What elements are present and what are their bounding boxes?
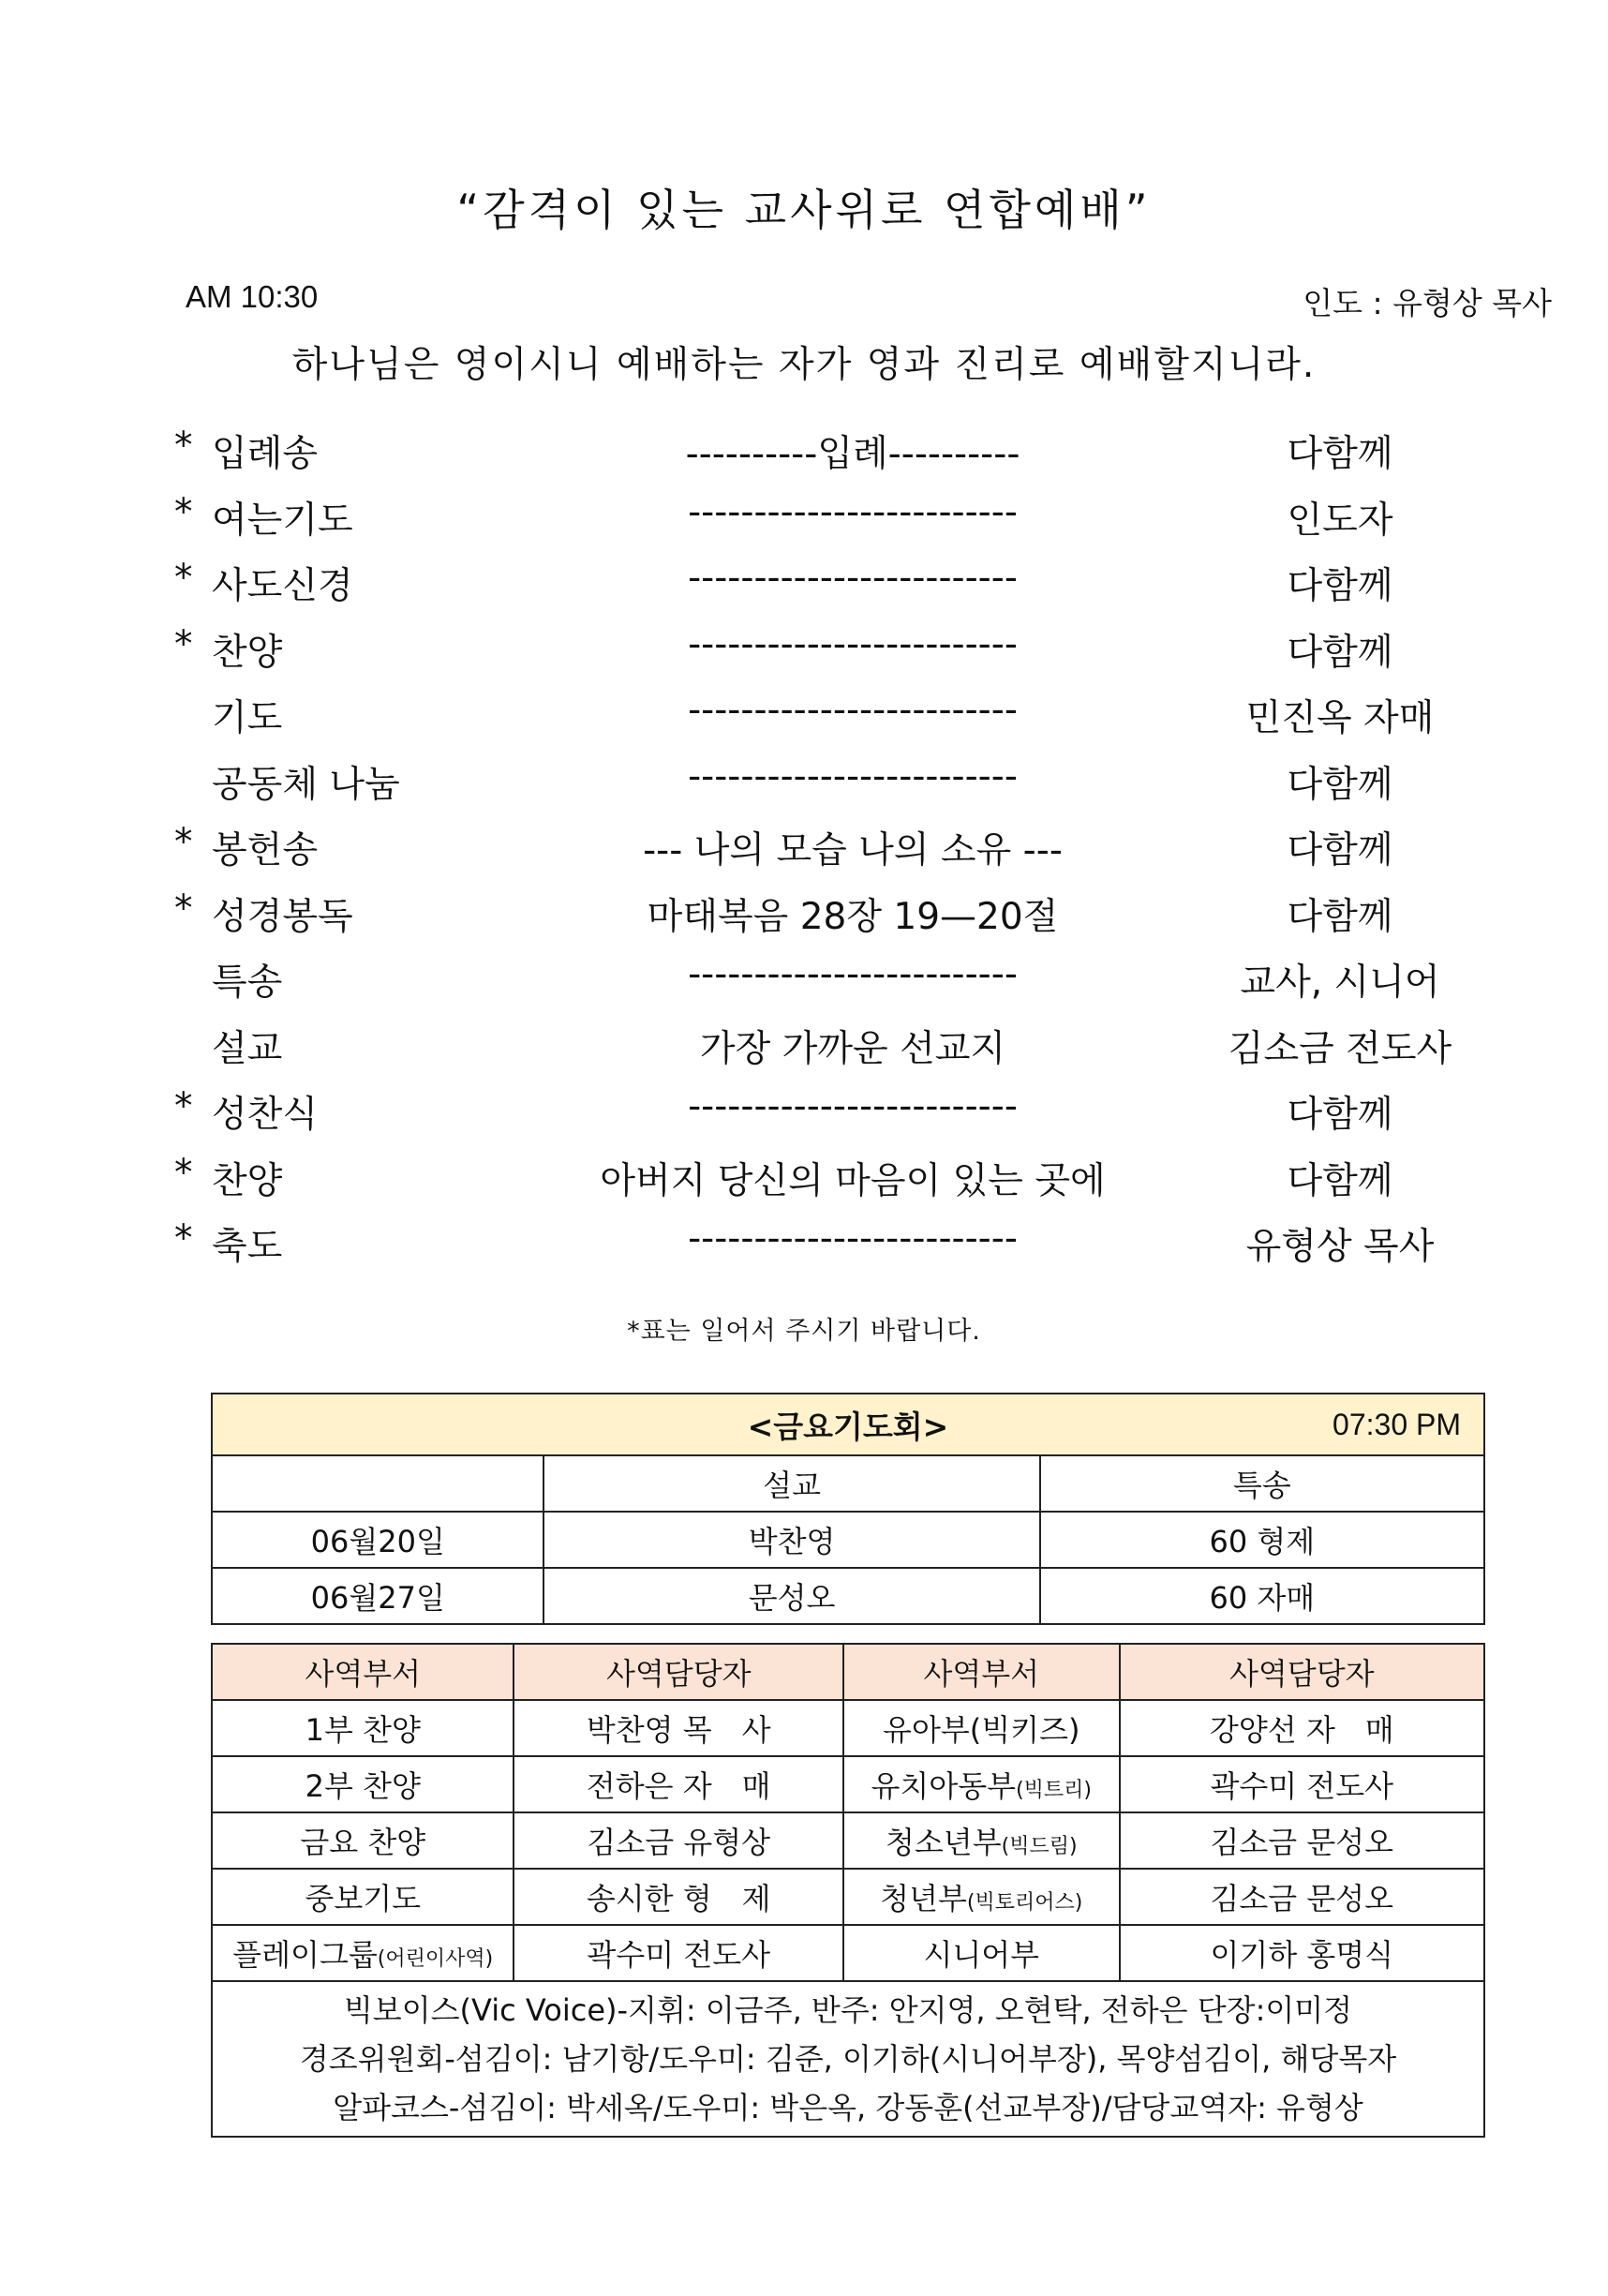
sermon-cell: 박찬영 bbox=[543, 1512, 1039, 1568]
table-row bbox=[212, 1512, 1484, 1568]
table-header-cell: 사역담당자 bbox=[1120, 1644, 1484, 1700]
table-row bbox=[212, 1756, 1484, 1812]
lead-cell: 김소금 유형상 bbox=[514, 1812, 843, 1869]
order-row bbox=[0, 748, 1608, 814]
note-line: 경조위원회-섬김이: 남기항/도우미: 김준, 이기하(시니어부장), 목양섬김이, 해당목자 bbox=[299, 2041, 1397, 2077]
order-detail: ------------------------- bbox=[688, 490, 1018, 533]
note-line: 알파코스-섬김이: 박세옥/도우미: 박은옥, 강동훈(선교부장)/담당교역자: 유형상 bbox=[333, 2090, 1363, 2125]
order-item: 사도신경 bbox=[212, 565, 353, 607]
service-leader: 인도 : 유형상 목사 bbox=[1303, 285, 1552, 321]
order-row bbox=[0, 1144, 1608, 1211]
date-cell: 06월27일 bbox=[212, 1568, 543, 1624]
dept-name: 유아부(빅키즈) bbox=[883, 1712, 1080, 1748]
order-of-worship bbox=[0, 417, 1608, 1276]
standing-mark: * bbox=[174, 622, 193, 665]
standing-note: *표는 일어서 주시기 바랍니다. bbox=[627, 1317, 981, 1346]
dept-cell bbox=[843, 1812, 1120, 1869]
order-detail: --- 나의 모습 나의 소유 --- bbox=[643, 829, 1063, 872]
lead-cell: 전하은 자 매 bbox=[514, 1756, 843, 1812]
lead-cell: 송시한 형 제 bbox=[514, 1869, 843, 1925]
friday-prayer-title: <금요기도회> bbox=[747, 1408, 949, 1445]
order-person: 다함께 bbox=[1287, 895, 1393, 938]
order-row bbox=[0, 946, 1608, 1012]
table-header-cell: 특송 bbox=[1040, 1455, 1484, 1512]
table-header-cell: 사역부서 bbox=[843, 1644, 1120, 1700]
order-row bbox=[0, 880, 1608, 947]
order-row bbox=[0, 417, 1608, 484]
special-song-cell: 60 자매 bbox=[1040, 1568, 1484, 1624]
dept-name: 1부 찬양 bbox=[305, 1712, 421, 1748]
lead-cell: 곽수미 전도사 bbox=[514, 1925, 843, 1981]
order-person: 민진옥 자매 bbox=[1245, 697, 1435, 739]
dept-cell bbox=[843, 1756, 1120, 1812]
lead-cell: 김소금 문성오 bbox=[1120, 1869, 1484, 1925]
sermon-cell: 문성오 bbox=[543, 1568, 1039, 1624]
order-person: 다함께 bbox=[1287, 1159, 1393, 1202]
dept-cell bbox=[843, 1925, 1120, 1981]
note-line: 빅보이스(Vic Voice)-지휘: 이금주, 반주: 안지영, 오현탁, 전하은 단장:이미정 bbox=[343, 1992, 1353, 2028]
standing-mark: * bbox=[174, 1217, 193, 1260]
dept-name: 유치아동부 bbox=[871, 1768, 1017, 1804]
ministry-notes bbox=[212, 1981, 1484, 2137]
standing-mark: * bbox=[174, 1151, 193, 1194]
dept-sub: (빅토리어스) bbox=[966, 1891, 1083, 1915]
lead-cell: 김소금 문성오 bbox=[1120, 1812, 1484, 1869]
dept-cell bbox=[843, 1869, 1120, 1925]
dept-name: 플레이그룹 bbox=[232, 1937, 378, 1973]
standing-mark: * bbox=[174, 887, 193, 930]
dept-cell bbox=[212, 1925, 514, 1981]
dept-name: 청년부 bbox=[880, 1881, 967, 1916]
lead-cell: 이기하 홍명식 bbox=[1120, 1925, 1484, 1981]
order-item: 찬양 bbox=[212, 631, 283, 674]
order-item: 기도 bbox=[212, 697, 283, 739]
dept-name: 시니어부 bbox=[923, 1937, 1040, 1973]
table-header-cell bbox=[212, 1455, 543, 1512]
standing-mark: * bbox=[174, 821, 193, 863]
order-item: 특송 bbox=[212, 962, 283, 1004]
order-row bbox=[0, 1012, 1608, 1079]
ministry-table bbox=[211, 1643, 1485, 2138]
friday-prayer-header bbox=[212, 1394, 1484, 1455]
standing-mark: * bbox=[174, 425, 193, 467]
dept-name: 청소년부 bbox=[885, 1825, 1002, 1860]
order-detail: ------------------------- bbox=[688, 622, 1018, 665]
order-detail: ------------------------- bbox=[688, 754, 1018, 798]
order-row bbox=[0, 813, 1608, 880]
date-cell: 06월20일 bbox=[212, 1512, 543, 1568]
order-person: 다함께 bbox=[1287, 565, 1393, 607]
order-item: 성찬식 bbox=[212, 1094, 319, 1136]
dept-sub: (어린이사역) bbox=[377, 1947, 494, 1971]
dept-cell bbox=[212, 1812, 514, 1869]
dept-sub: (빅드림) bbox=[1001, 1835, 1078, 1858]
order-detail: ------------------------- bbox=[688, 689, 1018, 731]
table-row bbox=[212, 1925, 1484, 1981]
order-person: 다함께 bbox=[1287, 763, 1393, 806]
lead-cell: 강양선 자 매 bbox=[1120, 1700, 1484, 1756]
order-row bbox=[0, 484, 1608, 550]
special-song-cell: 60 형제 bbox=[1040, 1512, 1484, 1568]
order-item: 봉헌송 bbox=[212, 829, 319, 872]
order-item: 찬양 bbox=[212, 1159, 283, 1202]
dept-cell bbox=[843, 1700, 1120, 1756]
order-detail: 아버지 당신의 마음이 있는 곳에 bbox=[600, 1159, 1106, 1202]
dept-name: 중보기도 bbox=[305, 1881, 422, 1916]
page-title: “감격이 있는 교사위로 연합예배” bbox=[456, 185, 1152, 235]
friday-prayer-table bbox=[211, 1393, 1485, 1625]
dept-name: 금요 찬양 bbox=[300, 1825, 426, 1860]
lead-cell: 박찬영 목 사 bbox=[514, 1700, 843, 1756]
order-item: 여는기도 bbox=[212, 499, 353, 542]
standing-mark: * bbox=[174, 557, 193, 599]
scripture-verse: 하나님은 영이시니 예배하는 자가 영과 진리로 예배할지니라. bbox=[291, 344, 1317, 386]
table-header-cell: 사역담당자 bbox=[514, 1644, 843, 1700]
order-row bbox=[0, 616, 1608, 682]
table-row bbox=[212, 1700, 1484, 1756]
service-time: AM 10:30 bbox=[186, 279, 319, 314]
table-row bbox=[212, 1812, 1484, 1869]
order-person: 김소금 전도사 bbox=[1228, 1027, 1452, 1070]
standing-mark: * bbox=[174, 1085, 193, 1127]
friday-prayer-time: 07:30 PM bbox=[1333, 1408, 1461, 1441]
dept-name: 2부 찬양 bbox=[305, 1768, 421, 1804]
dept-cell bbox=[212, 1756, 514, 1812]
order-detail: 마태복음 28장 19—20절 bbox=[647, 895, 1059, 938]
lead-cell: 곽수미 전도사 bbox=[1120, 1756, 1484, 1812]
order-person: 다함께 bbox=[1287, 433, 1393, 475]
order-detail: ------------------------- bbox=[688, 1217, 1018, 1260]
order-person: 인도자 bbox=[1287, 499, 1393, 542]
table-header-cell: 설교 bbox=[543, 1455, 1039, 1512]
table-header-cell: 사역부서 bbox=[212, 1644, 514, 1700]
dept-cell bbox=[212, 1869, 514, 1925]
order-detail: ----------입례---------- bbox=[685, 433, 1020, 475]
order-row bbox=[0, 1210, 1608, 1276]
order-person: 다함께 bbox=[1287, 1094, 1393, 1136]
order-detail: ------------------------- bbox=[688, 953, 1018, 995]
order-item: 축도 bbox=[212, 1226, 283, 1268]
order-person: 교사, 시니어 bbox=[1240, 962, 1440, 1004]
order-row bbox=[0, 1078, 1608, 1144]
order-detail: 가장 가까운 선교지 bbox=[699, 1027, 1006, 1070]
table-row bbox=[212, 1568, 1484, 1624]
order-detail: ------------------------- bbox=[688, 1085, 1018, 1127]
order-item: 공동체 나눔 bbox=[212, 763, 400, 806]
dept-sub: (빅트리) bbox=[1016, 1779, 1093, 1802]
order-row bbox=[0, 549, 1608, 616]
standing-mark: * bbox=[174, 490, 193, 533]
table-row bbox=[212, 1869, 1484, 1925]
order-person: 다함께 bbox=[1287, 829, 1393, 872]
order-item: 성경봉독 bbox=[212, 895, 353, 938]
order-person: 유형상 목사 bbox=[1245, 1226, 1435, 1268]
order-row bbox=[0, 681, 1608, 748]
order-item: 입례송 bbox=[212, 433, 319, 475]
order-item: 설교 bbox=[212, 1027, 283, 1070]
order-detail: ------------------------- bbox=[688, 557, 1018, 599]
dept-cell bbox=[212, 1700, 514, 1756]
order-person: 다함께 bbox=[1287, 631, 1393, 674]
